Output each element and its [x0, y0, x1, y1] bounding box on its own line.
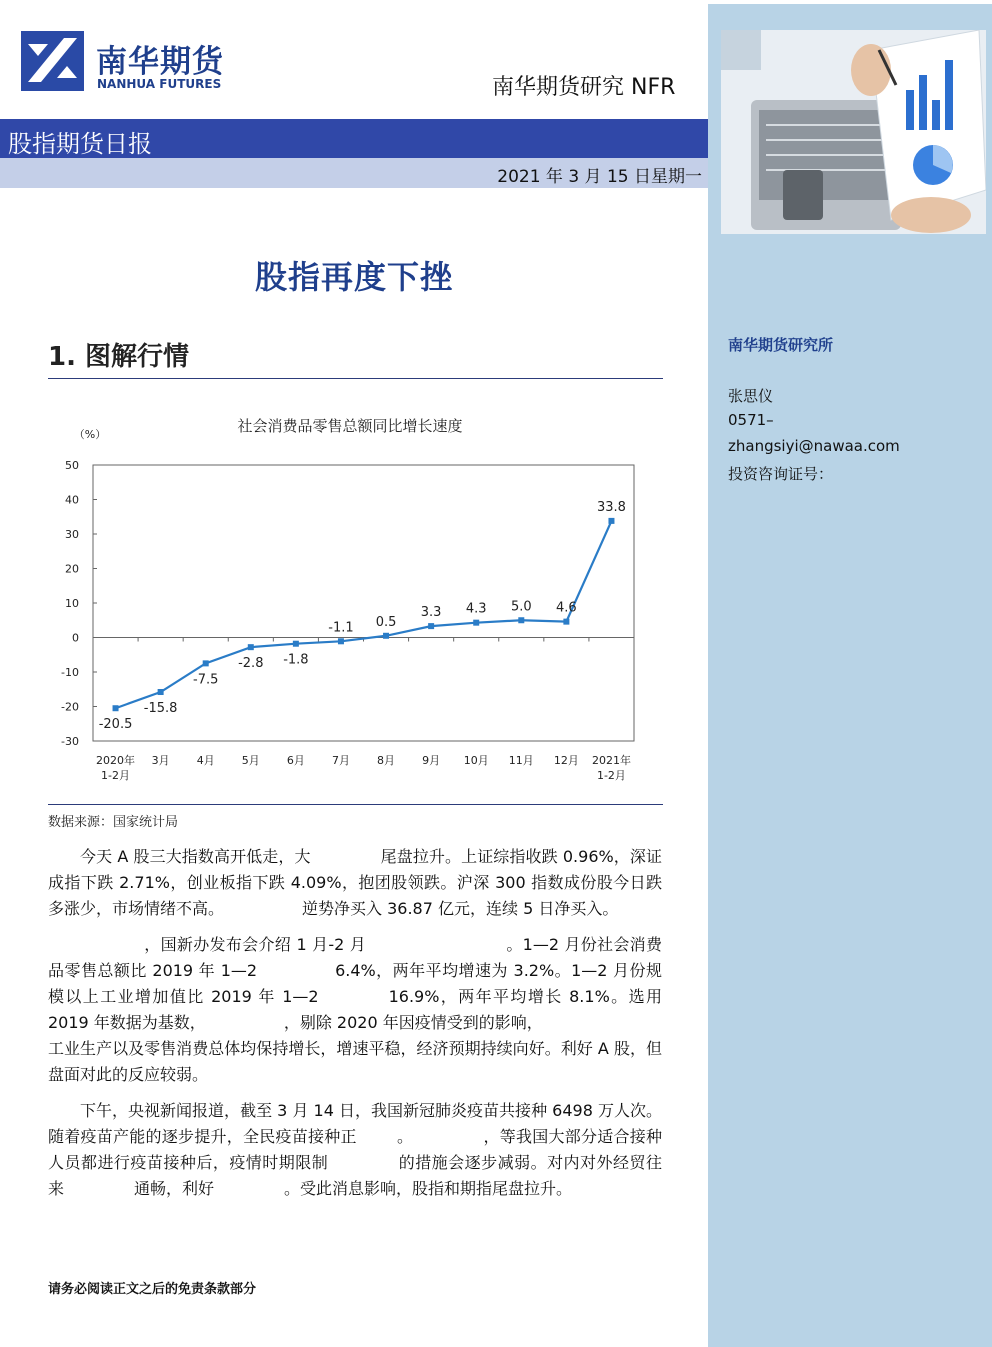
y-tick-label: 20 — [65, 562, 79, 576]
laptop-chart-illustration — [721, 30, 986, 234]
y-tick-label: 40 — [65, 493, 79, 507]
y-tick-label: -10 — [61, 666, 79, 679]
data-label: -15.8 — [143, 701, 178, 717]
paragraph-3-part-1: 下午，央视新闻报道，截至 3 月 14 日，我国新冠肺炎疫苗共接种 6498 万人次。随着疫苗产能的逐步提升，全民疫苗接种正 — [48, 1101, 662, 1146]
x-tick-label: 7月 — [331, 754, 350, 767]
paragraph-2-part-2: 。1—2 月份社会消费品零售总额比 2019 年 1—2 — [48, 935, 662, 980]
data-label: 4.6 — [556, 600, 577, 616]
x-tick-label: 4月 — [196, 754, 215, 767]
disclaimer-note: 请务必阅读正文之后的免责条款部分 — [48, 1282, 257, 1297]
paragraph-1-part-1: 今天 A 股三大指数高开低走，大 — [80, 847, 311, 866]
y-tick-label: -20 — [61, 700, 79, 714]
plot-frame — [93, 465, 634, 741]
data-point — [293, 641, 299, 647]
data-point — [608, 518, 614, 524]
data-label: 33.8 — [596, 499, 626, 515]
y-tick-label: 10 — [65, 597, 79, 610]
chart-title: 社会消费品零售总额同比增长速度 — [237, 417, 463, 435]
retail-sales-chart — [48, 400, 663, 800]
company-logo — [20, 30, 85, 92]
report-type: 股指期货日报 — [8, 130, 152, 158]
report-date: 2021 年 3 月 15 日星期一 — [497, 167, 702, 187]
x-tick-label: 2020年 1-2月 — [96, 754, 136, 782]
data-point — [383, 633, 389, 639]
paragraph-2-part-6: 工业生产以及零售消费总体均保持增长，增速平稳，经济预期持续向好。利好 A 股，但盘面对此的反应较弱。 — [48, 1039, 662, 1084]
analyst-email: zhangsiyi@nawaa.com — [728, 437, 900, 455]
data-point — [563, 619, 569, 625]
paragraph-2-part-4: 16.9%，两年平均增长 8.1%。选用 2019 年数据为基数， — [48, 987, 662, 1032]
x-tick-label: 9月 — [422, 754, 441, 767]
y-axis-label: （%） — [73, 428, 107, 441]
paragraph-2-part-1: ，国新办发布会介绍 1 月-2 月 — [144, 935, 367, 954]
paragraph-1 — [48, 844, 662, 922]
data-label: -2.8 — [238, 656, 264, 672]
data-label: 0.5 — [375, 614, 397, 630]
data-point — [113, 705, 119, 711]
y-tick-label: 50 — [65, 459, 79, 472]
x-tick-label: 3月 — [151, 754, 170, 767]
data-label: 3.3 — [420, 605, 442, 621]
section-divider — [48, 378, 663, 379]
paragraph-3-part-5: 通畅，利好 — [134, 1179, 215, 1198]
y-tick-label: -30 — [61, 735, 79, 748]
x-tick-label: 6月 — [286, 754, 305, 767]
x-tick-label: 5月 — [241, 754, 260, 767]
data-label: -1.8 — [283, 652, 309, 668]
data-label: -1.1 — [328, 620, 354, 636]
paragraph-2 — [48, 932, 662, 1088]
license-number: 投资咨询证号： — [728, 465, 834, 483]
paragraph-2-part-3: 6.4%，两年平均增速为 3.2%。1—2 月份规模以上工业增加值比 2019 年 1—2 — [48, 961, 662, 1006]
data-label: 5.0 — [510, 599, 532, 615]
paragraph-3-part-4: 的措施会逐步减弱。对内对外经贸往来 — [48, 1153, 662, 1198]
paragraph-1-part-3: 逆势净买入 36.87 亿元，连续 5 日净买入。 — [302, 899, 619, 918]
data-label: -7.5 — [193, 672, 219, 688]
x-tick-label: 8月 — [377, 754, 396, 767]
brand-name-en: NANHUA FUTURES — [97, 77, 222, 91]
paragraph-2-part-5: ，剔除 2020 年因疫情受到的影响， — [283, 1013, 543, 1032]
data-point — [518, 617, 524, 623]
data-point — [248, 644, 254, 650]
cover-photo — [721, 30, 986, 234]
x-tick-label: 2021年 1-2月 — [591, 754, 631, 782]
chart-container — [48, 400, 663, 800]
data-point — [158, 689, 164, 695]
paragraph-3-part-6: 。受此消息影响，股指和期指尾盘拉升。 — [284, 1179, 573, 1198]
paragraph-3-part-3: ，等我国大部分适合接种人员都进行疫苗接种后，疫情时期限制 — [48, 1127, 662, 1172]
data-point — [338, 638, 344, 644]
x-tick-label: 11月 — [508, 754, 534, 767]
logo-mark-icon — [20, 30, 85, 92]
chart-divider — [48, 804, 663, 805]
y-tick-label: 0 — [72, 631, 79, 645]
source-note: 数据来源：国家统计局 — [48, 815, 179, 830]
paragraph-3 — [48, 1098, 662, 1202]
paragraph-3-part-2: 。 — [396, 1127, 414, 1146]
data-point — [473, 620, 479, 626]
section-title: 1. 图解行情 — [48, 342, 190, 372]
analyst-phone: 0571– — [728, 411, 774, 429]
data-point — [203, 660, 209, 666]
x-tick-label: 10月 — [463, 754, 489, 767]
y-tick-label: 30 — [65, 528, 79, 541]
paragraph-1-part-2: 尾盘拉升。上证综指收跌 0.96%，深证成指下跌 2.71%，创业板指下跌 4.09%，抱团股领跌。沪深 300 指数成份股今日跌多涨少，市场情绪不高。 — [48, 847, 662, 918]
analyst-name: 张思仪 — [728, 387, 774, 405]
data-label: -20.5 — [98, 717, 133, 733]
series-line — [116, 521, 612, 708]
research-label: 南华期货研究 NFR — [492, 75, 676, 100]
x-tick-label: 12月 — [553, 754, 579, 767]
data-point — [428, 623, 434, 629]
data-label: 4.3 — [465, 601, 487, 617]
sidebar-org: 南华期货研究所 — [728, 336, 834, 354]
page-title: 股指再度下挫 — [254, 258, 453, 296]
brand-name-cn: 南华期货 — [96, 44, 224, 80]
